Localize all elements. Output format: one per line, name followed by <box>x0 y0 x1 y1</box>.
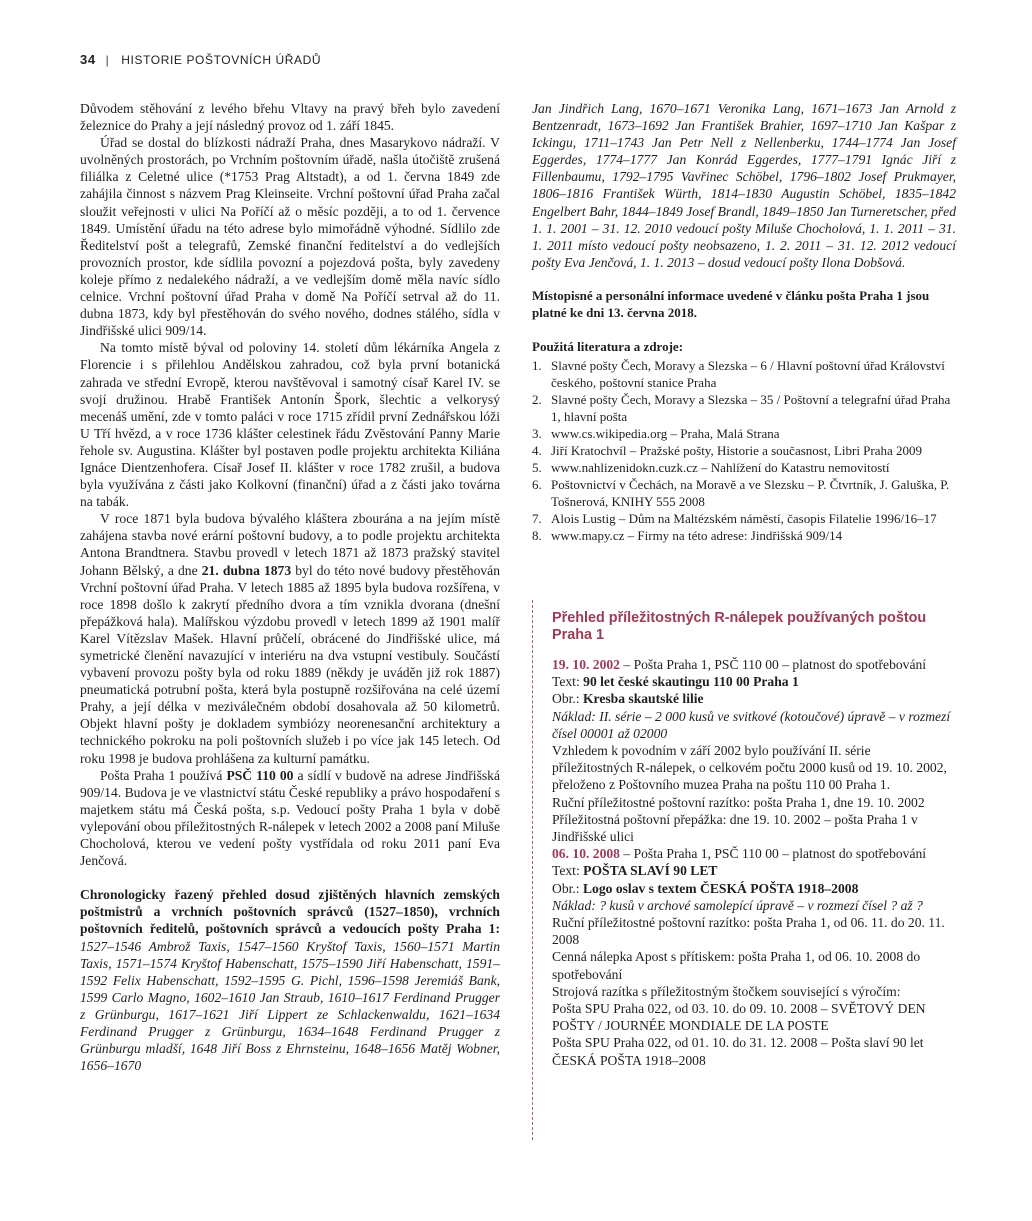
paragraph-5-psc: PSČ 110 00 <box>226 767 294 783</box>
text-value: POŠTA SLAVÍ 90 LET <box>583 863 718 879</box>
literature-item <box>532 391 956 425</box>
literature-item-text: www.nahlizenidokn.cuzk.cz – Nahlížení do Katastru nemovitostí <box>551 460 890 476</box>
literature-item <box>532 527 956 544</box>
paragraph-3: Na tomto místě býval od poloviny 14. století dům lékárníka Angela z Florencie i s přilehlou Andělskou zahradou, což byla první botanická zahrada ve střední Evropě, kterou navštěvoval i samotný císař Karel IV. se svojí družinou. Hrabě František Antonín Špork, šlechtic a velkorysý mecenáš umění, zde v tomto paláci v roce 1715 zřídil první Zednářskou lóži U Tří hvězd, a v roce 1736 klášter celestinek řádu Zvěstování Panny Marie řehole sv. Augustina. Klášter byl postaven podle projektu architekta Kiliána Ignáce Dientzenhofera. Císař Josef II. klášter v roce 1782 zrušil, a budova byla využívána z části jako Kolkovní (finanční) úřad a z části jako továrna na tabák. <box>80 340 500 510</box>
literature-item-text: www.cs.wikipedia.org – Praha, Malá Strana <box>551 426 780 442</box>
paragraph-5-text-b: a sídlí v budově na adrese Jindřišská 909/14. Budova je ve vlastnictví státu České republiky a právo hospodaření s majetkem státu má Česká pošta, s.p. Vedoucí pošty Praha 1 byla v době vylepování obou příležitostných R-nálepek v letech 2002 a 2008 paní Miluše Chocholová, kterou ve vedení pošty vystřídala od roku 2011 paní Eva Jenčová. <box>80 767 500 869</box>
paragraph-5 <box>80 767 500 870</box>
box-body <box>552 656 954 1069</box>
chronology-list: 1527–1546 Ambrož Taxis, 1547–1560 Kryštof Taxis, 1560–1571 Martin Taxis, 1571–1574 Kryštof Habenschatt, 1575–1590 Jiří Habenschatt, 1591–1592 Felix Habenschatt, 1592–1595 G. Pichl, 1596–1598 Jeremiáš Bank, 1599 Carlo Magno, 1602–1610 Jan Straub, 1610–1617 Ferdinand Prugger z Grünburgu, 1617–1621 Jiří Lippert ze Schlackenwaldu, 1621–1634 Ferdinand Prugger z Grünburgu, 1634–1648 Ferdinand Prugger z Grünburgu mladší, 1648 Jiří Boss z Ehrnsteinu, 1648–1656 Matěj Wobner, 1656–1670 <box>80 938 500 1074</box>
entry-2008-line-1: Ruční příležitostné poštovní razítko: pošta Praha 1, od 06. 11. do 20. 11. 2008 <box>552 915 945 948</box>
literature-item-number: 5. <box>532 460 542 476</box>
right-column <box>532 100 956 544</box>
literature-item-text: www.mapy.cz – Firmy na této adrese: Jindřišská 909/14 <box>551 528 843 544</box>
paragraph-4-text-b: byl do této nové budovy přestěhován Vrchní poštovní úřad Praha. V letech 1885 až 1895 byla budova rozšířena, v roce 1898 došlo k zakrytí předního dvora a tím vznikla dvorana (dnešní přepážková hala). Malířskou výzdobu provedl v letech 1899 až 1901 malíř Karel Vítězslav Mašek. Hlavní průčelí, obrácené do Jindřišské ulice, má symetrické členění navazující v interiéru na dva vstupní vestibuly. Součástí vybavení provozu pošty byla od roku 1889 (někdy je uváděn již rok 1887) pneumatická potrubní pošta, která byla postupně rozšiřována na celé území Prahy, a její délka v meziválečném období dosahovala až 50 kilometrů. Objekt hlavní pošty je dokladem symbiózy neorenesanční architektury a technického pokroku na poli poštovních služeb i po více jak 145 letech. Od roku 1998 je budova prohlášena za kulturní památku. <box>80 562 500 766</box>
entry-2002-text <box>552 673 954 690</box>
entry-2008-header <box>552 845 954 862</box>
entry-2008-line-3: Strojová razítka s příležitostným štočkem související s výročím: <box>552 983 901 999</box>
header-separator: | <box>105 53 110 67</box>
literature-item-text: Slavné pošty Čech, Moravy a Slezska – 6 / Hlavní poštovní úřad Království českého, poštovní stanice Praha <box>551 358 945 391</box>
text-label: Text: <box>552 863 584 879</box>
literature-item <box>532 425 956 442</box>
text-value: 90 let české skautingu 110 00 Praha 1 <box>583 674 799 690</box>
literature-item <box>532 510 956 527</box>
literature-item <box>532 459 956 476</box>
entry-2002-naklad <box>552 708 954 742</box>
running-header <box>80 52 321 67</box>
entry-2002-header <box>552 656 954 673</box>
literature-title: Použitá literatura a zdroje: <box>532 338 684 354</box>
paragraph-4 <box>80 510 500 766</box>
literature-item-text: Alois Lustig – Dům na Maltézském náměstí, časopis Filatelie 1996/16–17 <box>551 511 937 527</box>
entry-2008-naklad <box>552 897 954 914</box>
literature-list <box>532 357 956 544</box>
literature-item-text: Jiří Kratochvíl – Pražské pošty, Historie a současnost, Libri Praha 2009 <box>551 443 923 459</box>
obr-value: Kresba skautské lilie <box>582 691 704 707</box>
literature-item <box>532 357 956 391</box>
naklad-text: Náklad: ? kusů v archové samolepící úpravě – v rozmezí čísel ? až ? <box>552 897 923 913</box>
chronology-paragraph <box>80 886 500 1074</box>
entry-2008-obr <box>552 880 954 897</box>
entry-2008-text <box>552 862 954 879</box>
obr-value: Logo oslav s textem ČESKÁ POŠTA 1918–2008 <box>582 880 859 896</box>
literature-item-number: 4. <box>532 443 542 459</box>
entry-2002-line-2: Ruční příležitostné poštovní razítko: pošta Praha 1, dne 19. 10. 2002 <box>552 794 925 810</box>
officials-continuation: Jan Jindřich Lang, 1670–1671 Veronika Lang, 1671–1673 Jan Arnold z Bentzenradt, 1673–1692 Jan František Brahier, 1697–1710 Jan Kašpar z Ickingu, 1711–1743 Jan Petr Nell z Nellenberku, 1744–1774 Jan Josef Eggerdes, 1774–1777 Jan Konrád Eggerdes, 1777–1791 Ignác Jiří z Fillenbaumu, 1792–1795 Vavřinec Schöbel, 1796–1802 Josef Prukmayer, 1806–1816 František Würth, 1814–1830 Augustin Schöbel, 1835–1842 Engelbert Bahr, 1844–1849 Josef Brandl, 1849–1850 Jan Turneretscher, před 1. 1. 2001 – 31. 12. 2010 vedoucí pošty Miluše Chocholová, 1. 1. 2011 – 31. 1. 2011 místo vedoucí pošty neobsazeno, 1. 2. 2011 – 31. 12. 2012 vedoucí pošty Eva Jenčová, 1. 1. 2013 – dosud vedoucí pošty Ilona Dobšová. <box>532 101 956 270</box>
entry-2008-line-4: Pošta SPU Praha 022, od 03. 10. do 09. 10. 2008 – SVĚTOVÝ DEN POŠTY / JOURNÉE MONDIALE DE LA POSTE <box>552 1001 926 1034</box>
literature-item-number: 2. <box>532 392 542 408</box>
literature-item-number: 1. <box>532 358 542 374</box>
naklad-text: Náklad: II. série – 2 000 kusů ve svitkové (kotoučové) úpravě – v rozmezí čísel 00001 až 02000 <box>552 708 951 741</box>
literature-item-number: 7. <box>532 511 542 527</box>
text-label: Text: <box>552 674 584 690</box>
entry-2002-date: 19. 10. 2002 <box>552 657 620 672</box>
paragraph-1: Důvodem stěhování z levého břehu Vltavy na pravý břeh bylo zavedení železnice do Prahy a její následný provoz od 1. září 1845. <box>80 101 500 134</box>
section-title: HISTORIE POŠTOVNÍCH ÚŘADŮ <box>121 53 322 67</box>
chronology-heading: Chronologicky řazený přehled dosud zjištěných hlavních zemských poštmistrů a vrchních poštovních správců (1527–1850), vrchních poštovních ředitelů, poštovních správců a vedoucích pošty Praha 1: <box>80 887 500 937</box>
paragraph-5-text-a: Pošta Praha 1 používá <box>100 767 227 783</box>
validity-note: Místopisné a personální informace uvedené v článku pošta Praha 1 jsou platné ke dni 13. června 2018. <box>532 287 930 320</box>
paragraph-4-date: 21. dubna 1873 <box>201 562 292 578</box>
paragraph-4-text-a: V roce 1871 byla budova bývalého kláštera zbourána a na jejím místě zahájena stavba nové erární poštovní budovy, a to podle projektu architekta Antona Brandtnera. Stavbu provedl v letech 1871 až 1873 pražský stavitel Johann Bělský, a dne <box>80 511 500 578</box>
left-column <box>80 100 500 1074</box>
literature-item-number: 3. <box>532 426 542 442</box>
entry-2002-line-3: Příležitostná poštovní přepážka: dne 19. 10. 2002 – pošta Praha 1 v Jindřišské ulici <box>552 811 918 845</box>
box-title: Přehled příležitostných R-nálepek používaných poštou Praha 1 <box>552 610 927 643</box>
entry-2002-date-rest: – Pošta Praha 1, PSČ 110 00 – platnost do spotřebování <box>619 657 927 672</box>
literature-item <box>532 476 956 510</box>
entry-2008-date-rest: – Pošta Praha 1, PSČ 110 00 – platnost do spotřebování <box>619 846 927 862</box>
entry-2008-line-2: Cenná nálepka Apost s přítiskem: pošta Praha 1, od 06. 10. 2008 do spotřebování <box>552 949 921 982</box>
entry-2008-line-5: Pošta SPU Praha 022, od 01. 10. do 31. 12. 2008 – Pošta slaví 90 let ČESKÁ POŠTA 1918–2008 <box>552 1035 924 1068</box>
obr-label: Obr.: <box>552 880 583 896</box>
entry-2002-line-1: Vzhledem k povodním v září 2002 bylo používání II. série příležitostných R-nálepek, o celkovém počtu 2000 kusů od 19. 10. 2002, přeloženo z Poštovního muzea Praha na poštu 110 00 Praha 1. <box>552 743 947 793</box>
paragraph-2: Úřad se dostal do blízkosti nádraží Praha, dnes Masarykovo nádraží. V uvolněných prostorách, po Vrchním poštovním úřadě, našla útočiště zrušená filiálka z Celetné ulice (*1753 Prag Altstadt), a od 1. června 1849 zde zahájila činnost s názvem Prag Kleinseite. Vrchní poštovní úřad Praha začal sloužit veřejnosti v ulici Na Poříčí až o měsíc později, a to od 1. července 1849. Umístění úřadu na této adrese bylo mimořádně výhodné. Sídlilo zde Ředitelství pošt a telegrafů, Zemské finanční ředitelství a do vedlejších provozních prostor, kde sídlila povozní a pojezdová pošta, byly zavedeny koleje přímo z nedalekého nádraží, a ve vedlejším domě měla navíc sídlo celnice. Vrchní poštovní úřad Praha v domě Na Poříčí setrval až do 11. dubna 1873, kdy byl přestěhován do svého nového, dodnes stálého, sídla v Jindřišské ulici 909/14. <box>80 135 500 339</box>
literature-item-number: 8. <box>532 528 542 544</box>
literature-item-text: Poštovnictví v Čechách, na Moravě a ve Slezsku – P. Čtvrtník, J. Galuška, P. Tošnerová, KNIHY 555 2008 <box>551 477 950 510</box>
literature-item <box>532 442 956 459</box>
literature-item-number: 6. <box>532 477 542 493</box>
entry-2008-date: 06. 10. 2008 <box>552 846 620 862</box>
obr-label: Obr.: <box>552 691 583 707</box>
page-number: 34 <box>80 52 96 67</box>
literature-item-text: Slavné pošty Čech, Moravy a Slezska – 35 / Poštovní a telegrafní úřad Praha 1, hlavní pošta <box>551 392 951 425</box>
entry-2002-obr <box>552 690 954 707</box>
r-labels-box <box>532 600 954 1140</box>
